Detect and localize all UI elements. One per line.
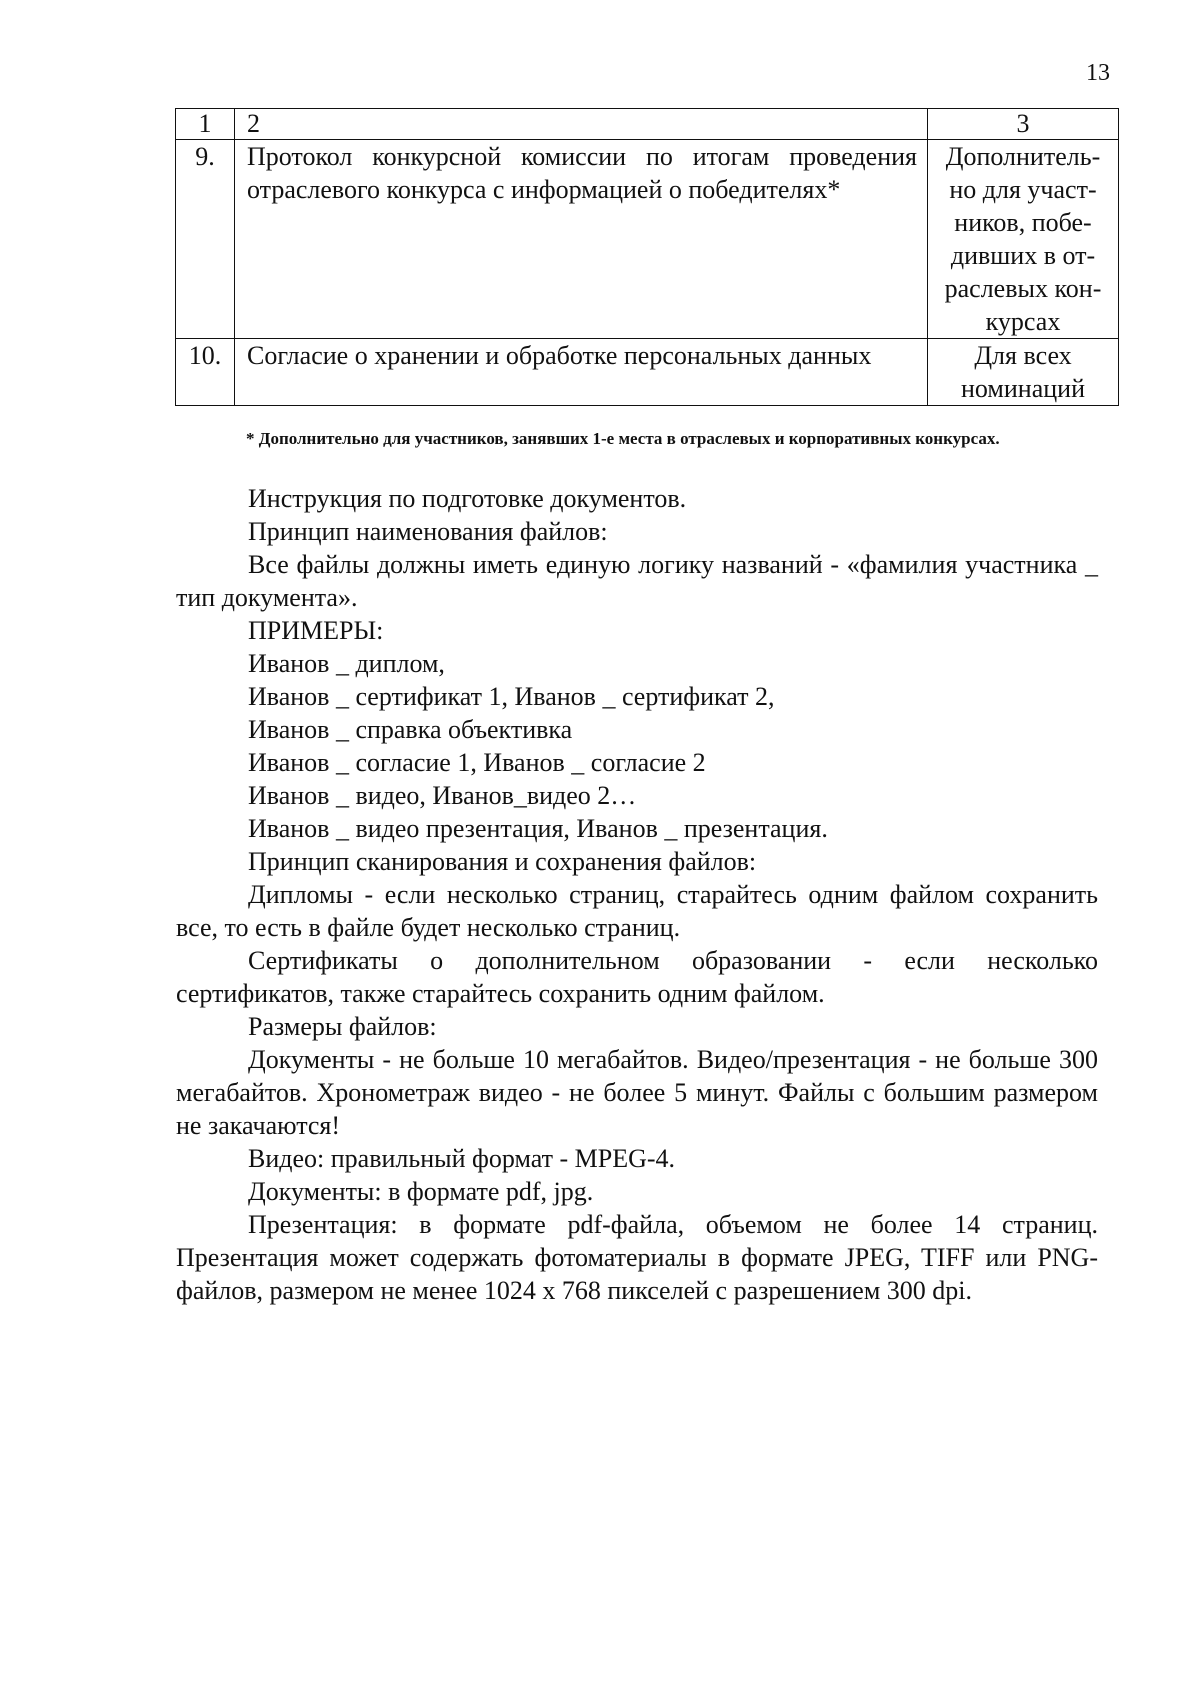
row-document: Согласие о хранении и обработке персональных данных [235,339,928,406]
paragraph: Дипломы - если несколько страниц, старайтесь одним файлом сохранить все, то есть в файле будет несколько страниц. [176,880,1098,942]
paragraph: Иванов _ видео, Иванов_видео 2… [248,781,637,810]
paragraph: Иванов _ сертификат 1, Иванов _ сертификат 2, [248,682,775,711]
row-note [928,339,1119,406]
row-number: 9. [176,140,235,339]
paragraph: Презентация: в формате pdf-файла, объемом не более 14 страниц. Презентация может содержать фотоматериалы в формате JPEG, TIFF или PNG-файлов, размером не менее 1024 x 768 пикселей с разрешением 300 dpi. [176,1210,1098,1305]
documents-table [175,108,1119,406]
paragraph: Сертификаты о дополнительном образовании - если несколько сертификатов, также старайтесь сохранить одним файлом. [176,946,1098,1008]
table-header-row [176,109,1119,140]
paragraph: Документы - не больше 10 мегабайтов. Видео/презентация - не больше 300 мегабайтов. Хронометраж видео - не более 5 минут. Файлы с большим размером не закачаются! [176,1045,1098,1140]
page-number: 13 [1086,60,1110,86]
paragraph: Принцип наименования файлов: [248,517,608,546]
paragraph: Иванов _ видео презентация, Иванов _ презентация. [248,814,828,843]
paragraph: Видео: правильный формат - MPEG-4. [248,1144,676,1173]
table-row [176,140,1119,339]
paragraph: Документы: в формате pdf, jpg. [248,1177,594,1206]
paragraph: ПРИМЕРЫ: [248,616,384,645]
row-document: Протокол конкурсной комиссии по итогам проведения отраслевого конкурса с информацией о победителях* [235,140,928,339]
paragraph: Размеры файлов: [248,1012,437,1041]
table-footnote: * Дополнительно для участников, занявших 1-е места в отраслевых и корпоративных конкурсах. [246,429,1000,448]
row-note-text: Дополнитель- но для участ- ников, побе- дивших в от- раслевых кон- курсах [944,142,1102,336]
header-col-1: 1 [176,109,235,140]
paragraph: Инструкция по подготовке документов. [248,484,687,513]
header-col-2: 2 [235,109,928,140]
row-note [928,140,1119,339]
paragraph: Иванов _ диплом, [248,649,445,678]
row-note-text: Для всех номинаций [961,341,1085,403]
paragraph: Иванов _ справка объективка [248,715,573,744]
paragraph: Иванов _ согласие 1, Иванов _ согласие 2 [248,748,706,777]
header-col-3: 3 [928,109,1119,140]
paragraph: Все файлы должны иметь единую логику названий - «фамилия участника _ тип документа». [176,550,1098,612]
table-row [176,339,1119,406]
instructions-body [176,482,1098,1307]
paragraph: Принцип сканирования и сохранения файлов: [248,847,757,876]
row-number: 10. [176,339,235,406]
